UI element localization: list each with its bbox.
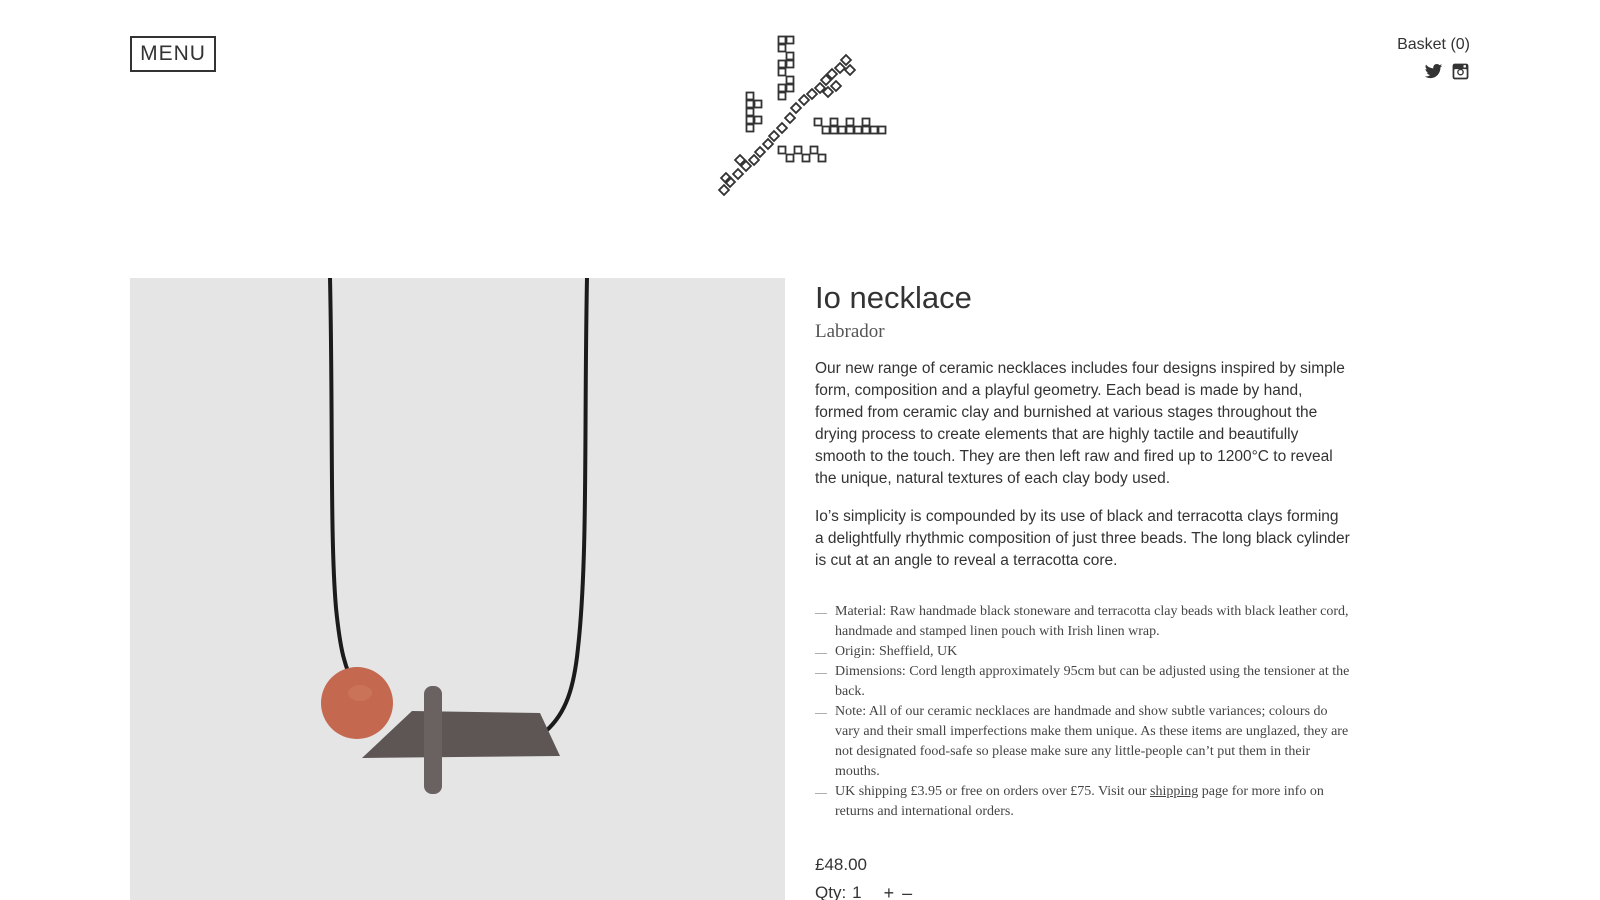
spec-origin: — Origin: Sheffield, UK — [815, 642, 1350, 662]
description-paragraph: Io’s simplicity is compounded by its use of black and terracotta clays forming a delightfully rhythmic composition of just three beads. The long black cylinder is cut at an angle to reveal a terracotta core. — [815, 508, 1350, 569]
shipping-link[interactable]: shipping — [1150, 784, 1199, 799]
product-title: Io necklace — [815, 280, 972, 315]
stoneware-disc-bead — [424, 686, 442, 794]
quantity-row — [815, 882, 1350, 900]
spec-shipping — [815, 782, 1350, 822]
qty-minus-button[interactable]: – — [902, 883, 912, 900]
terracotta-bead — [321, 667, 393, 739]
product-price: £48.00 — [815, 855, 867, 874]
social-links — [1397, 62, 1470, 81]
description-paragraph: Our new range of ceramic necklaces includes four designs inspired by simple form, composition and a playful geometry. Each bead is made by hand, formed from ceramic clay and burnished at various stages throughout the drying process to create elements that are highly tactile and beautifully smooth to the touch. They are then left raw and fired up to 1200°C to reveal the unique, natural textures of each clay body used. — [815, 360, 1345, 487]
instagram-icon[interactable] — [1451, 62, 1470, 81]
product-image — [130, 278, 785, 900]
product-brand: Labrador — [815, 321, 885, 342]
qty-plus-button[interactable]: + — [884, 883, 895, 900]
basket-link[interactable]: Basket (0) — [1397, 36, 1470, 53]
product-specs — [815, 602, 1350, 822]
spec-note: — Note: All of our ceramic necklaces are handmade and show subtle variances; colours do vary and their small imperfections make them unique. As these items are unglazed, they are not designated food-safe so please make sure any little-people can’t put them in their mouths. — [815, 702, 1350, 782]
spec-material: — Material: Raw handmade black stoneware and terracotta clay beads with black leather cord, handmade and stamped linen pouch with Irish linen wrap. — [815, 602, 1350, 642]
product-details — [815, 278, 1350, 900]
product-description — [815, 358, 1350, 572]
qty-label: Qty: — [815, 883, 847, 900]
header-actions — [1397, 36, 1470, 81]
qty-value: 1 — [852, 883, 862, 900]
spec-dimensions: — Dimensions: Cord length approximately 95cm but can be adjusted using the tensioner at the back. — [815, 662, 1350, 702]
menu-button[interactable]: MENU — [130, 36, 216, 72]
shipping-text-end: page for more info on returns and international orders. — [835, 784, 1324, 819]
shipping-text: UK shipping £3.95 or free on orders over £75. Visit our — [835, 784, 1151, 799]
twitter-icon[interactable] — [1424, 62, 1443, 81]
brand-logo[interactable] — [716, 32, 892, 208]
